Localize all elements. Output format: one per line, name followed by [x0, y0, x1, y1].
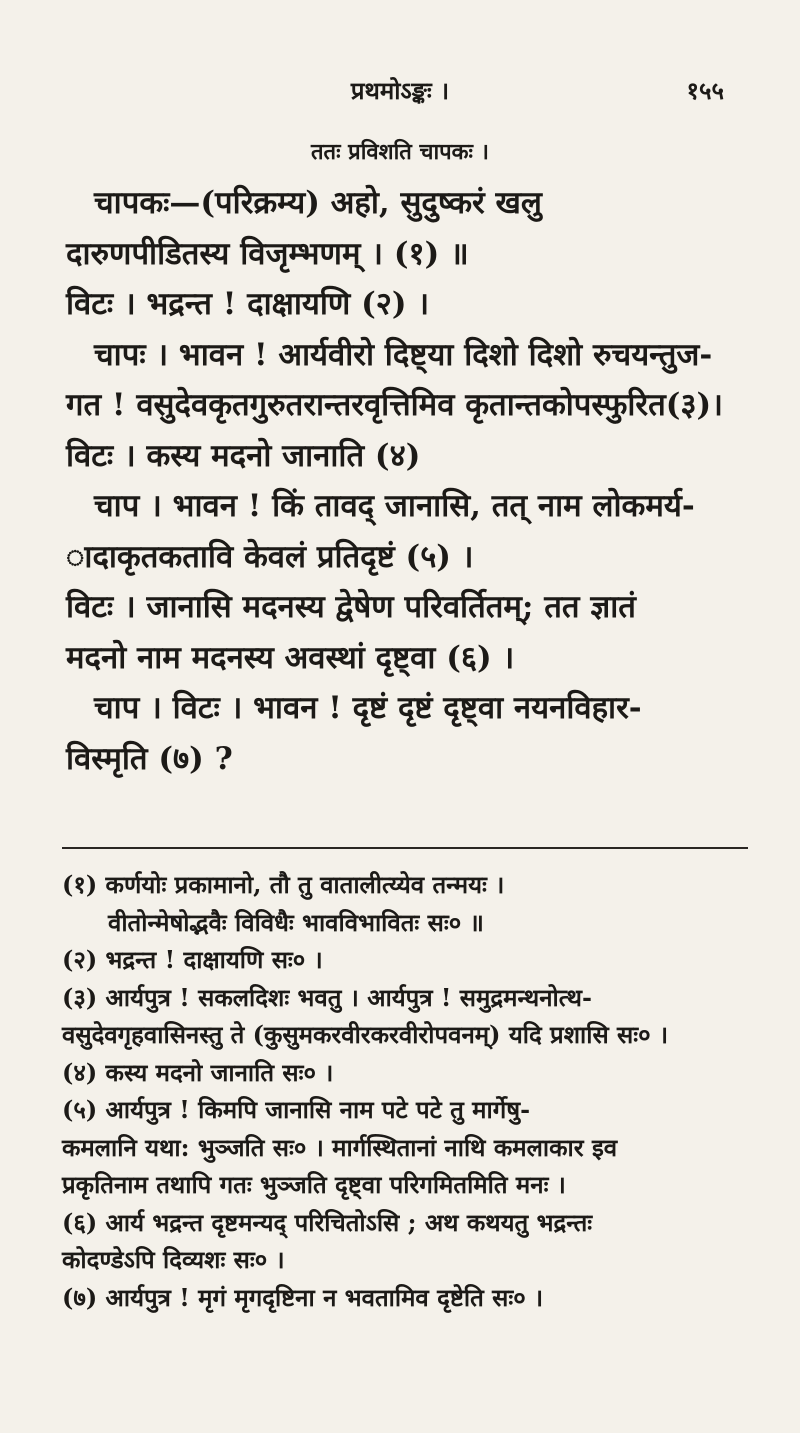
- text-line: मदनो नाम मदनस्य अवस्थां दृष्ट्वा (६) ।: [66, 639, 515, 676]
- footnote-line: (३) आर्यपुत्र ! सकलदिशः भवतु । आर्यपुत्र ! समुद्रमन्थनोत्थ-: [62, 982, 592, 1012]
- footnote-line: वीतोन्मेषोद्भवैः विविधैः भावविभावितः सः० ॥: [108, 907, 484, 937]
- footnote-line: (४) कस्य मदनो जानाति सः० ।: [62, 1057, 334, 1087]
- text-line: चापकः—(परिक्रम्य) अहो, सुदुष्करं खलु: [94, 185, 542, 221]
- footnote-line: वसुदेवगृहवासिनस्तु ते (कुसुमकरवीरकरवीरोपवनम्) यदि प्रशासि सः० ।: [62, 1020, 669, 1049]
- text-line: चापः । भावन ! आर्यवीरो दिष्ट्या दिशो दिशो रुचयन्तुज-: [94, 336, 713, 373]
- text-line: चाप । भावन ! किं तावद् जानासि, तत् नाम लोकमर्य-: [94, 488, 695, 524]
- text-line: गत ! वसुदेवकृतगुरुतरान्तरवृत्तिमिव कृतान्तकोपस्फुरित(३)।: [66, 387, 723, 423]
- footnote-line: (१) कर्णयोः प्रकामानो, तौ तु वातालीत्य्येव तन्मयः ।: [62, 870, 505, 899]
- footnote-line: (२) भद्रन्त ! दाक्षायणि सः० ।: [62, 945, 323, 974]
- running-header: प्रथमोऽङ्कः ।: [350, 76, 450, 105]
- footnote-line: कोदण्डेऽपि दिव्यशः सः० ।: [62, 1245, 285, 1274]
- text-line: दारुणपीडितस्य विजृम्भणम् । (१) ॥: [66, 235, 469, 272]
- stage-direction-heading: ततः प्रविशति चापकः ।: [311, 139, 489, 165]
- footnote-line: कमलानि यथा: भुञ्जति सः० । मार्गस्थितानां नाथि कमलाकार इव: [62, 1132, 618, 1162]
- footnote-line: प्रकृतिनाम तथापि गतः भुञ्जति दृष्ट्वा परिगमितमिति मनः ।: [62, 1170, 566, 1199]
- footnote-line: (५) आर्यपुत्र ! किमपि जानासि नाम पटे पटे तु मार्गेषु-: [62, 1095, 531, 1124]
- page-number: १५५: [686, 76, 724, 105]
- main-text: [66, 178, 742, 784]
- text-line: ादाकृतकतावि केवलं प्रतिदृष्टं (५) ।: [66, 538, 474, 575]
- text-line: विस्मृति (७) ?: [66, 740, 233, 777]
- footnotes: [62, 866, 746, 1316]
- text-line: चाप । विटः । भावन ! दृष्टं दृष्टं दृष्ट्वा नयनविहार-: [94, 690, 642, 726]
- footnote-divider: [62, 847, 748, 849]
- text-line: विटः । कस्य मदनो जानाति (४): [66, 437, 421, 474]
- text-line: विटः । भद्रन्त ! दाक्षायणि (२) ।: [66, 286, 430, 322]
- footnote-line: (७) आर्यपुत्र ! मृगं मृगदृष्टिना न भवतामिव दृष्टेति सः० ।: [62, 1282, 544, 1312]
- text-line: विटः । जानासि मदनस्य द्वेषेण परिवर्तितम्; तत ज्ञातं: [66, 589, 636, 625]
- footnote-line: (६) आर्य भद्रन्त दृष्टमन्यद् परिचितोऽसि ; अथ कथयतु भद्रन्तः: [62, 1207, 593, 1237]
